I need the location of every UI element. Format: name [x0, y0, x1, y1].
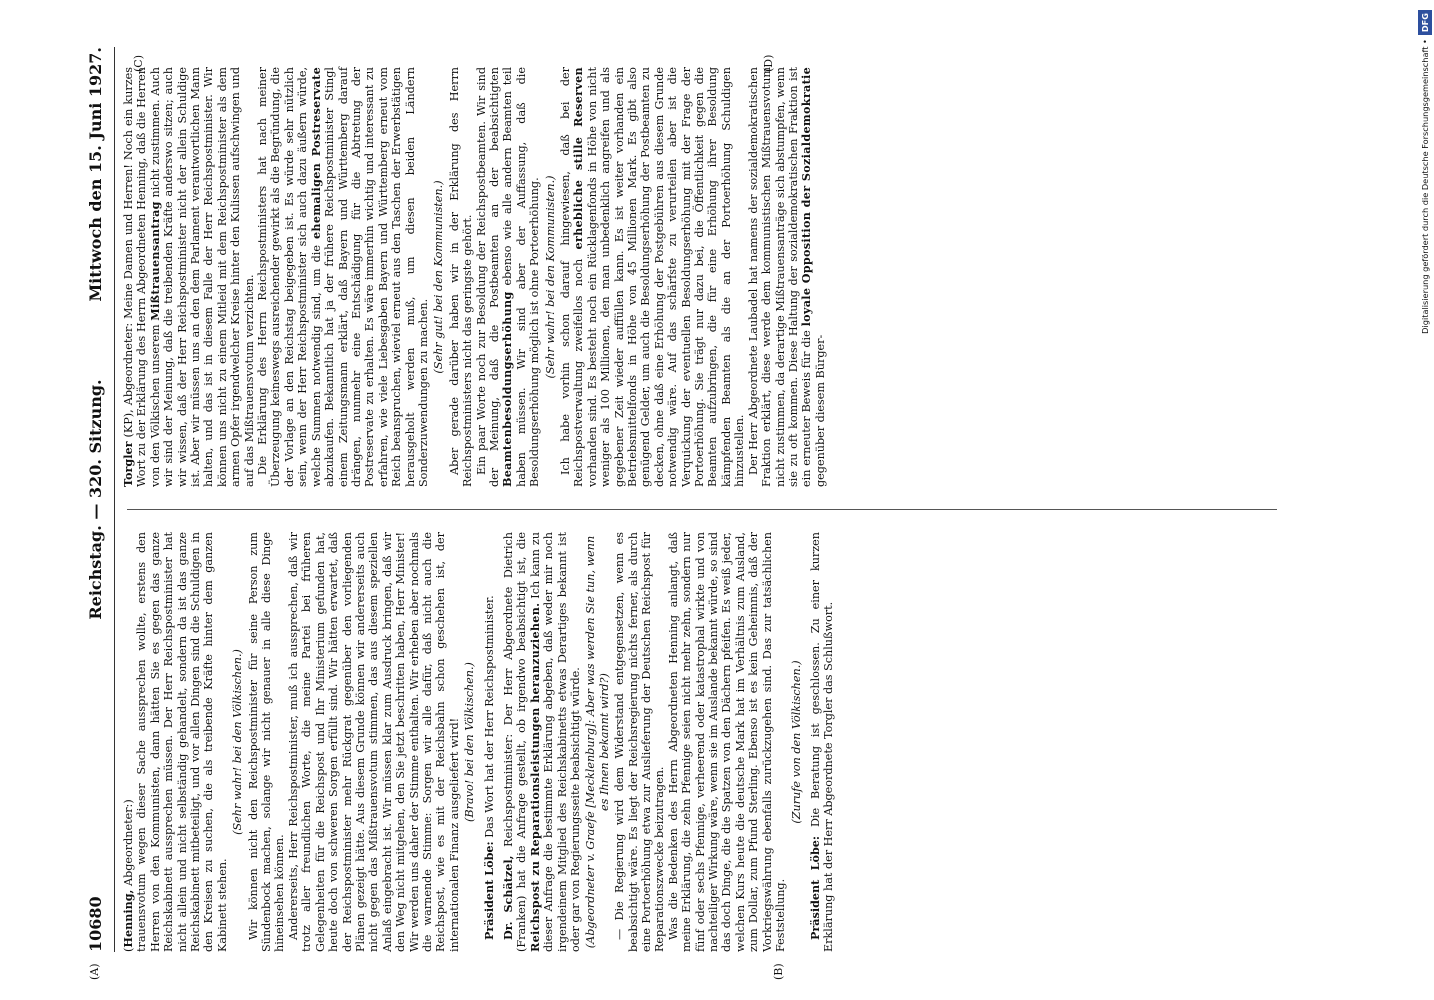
interjection: (Zurufe von den Völkischen.) — [789, 660, 803, 824]
paragraph: Aber gerade darüber haben wir in der Erklärung des Herrn Reichspostministers nicht das geringste gehört. — [447, 67, 475, 487]
margin-marker-c: (C) — [132, 55, 145, 72]
interjection: (Sehr wahr! bei den Kommunisten.) — [543, 175, 557, 379]
page-header — [82, 47, 112, 952]
paragraph — [559, 67, 747, 487]
session-date: Mittwoch den 15. Juni 1927. — [86, 47, 105, 302]
emphasis: erhebliche stille Reserven — [571, 67, 586, 250]
paragraph: trauensvotum wegen dieser Sache aussprechen wollte, erstens den Herren von den Kommunisten, dann hätten Sie es gegen das ganze Reichskabinett aussprechen müssen. Der Herr Reichspostminister hat nicht allein und nicht selbständig gehandelt, sondern da ist das ganze Reichskabinett mitbeteiligt, und vor allen Dingen sind die Schuldigen in den Kreisen zu suchen, die als treibende Kräfte hinter dem ganzen Kabinett stehen. — [135, 532, 229, 952]
margin-marker-a: (A) — [88, 963, 101, 980]
paragraph: — Die Regierung wird dem Widerstand entgegensetzen, wenn es beabsichtigt wäre. Es liegt der Reichsregierung nichts ferner, als durch eine Portoerhöhung etwa zur Auslieferung der Deutschen Reichspost für Reparationszwecke beizutragen. — [613, 532, 667, 952]
emphasis: Mißtrauensantrag — [147, 201, 162, 321]
paragraph — [747, 67, 827, 487]
margin-marker-b: (B) — [772, 963, 785, 980]
paragraph — [483, 532, 496, 952]
speaker-role: (KP), Abgeordneter: — [122, 322, 135, 438]
interjection: (Sehr gut! bei den Kommunisten.) — [432, 180, 446, 374]
emphasis: Beamtenbesoldungserhöhung — [500, 291, 515, 487]
paragraph-text: Ich kann zu dieser Anfrage die bestimmte Erklärung abgeben, daß weder mir noch irgendeinem Mitglied des Reichskabinetts etwas Derartiges bekannt ist oder gar von Regierungsseite beabsichtigt würde. — [528, 532, 582, 952]
paragraph — [809, 532, 836, 952]
paragraph-text: Die Beratung ist geschlossen. Zu einer kurzen Erklärung hat der Herr Abgeordnete Torgler das Schlußwort. — [808, 531, 836, 952]
column-divider — [127, 509, 1277, 510]
paragraph: Was die Bedenken des Herrn Abgeordneten Henning anlangt, daß meine Erklärung, die zehn Pfennige seien nicht mehr zehn, sondern nur fünf oder sechs Pfennige, verheerend oder katastrophal wirkte und von nachteiliger Wirkung wäre, wenn sie im Auslande bekannt würde, so sind das doch Dinge, die die Spatzen von den Dächern pfeifen. Es weiß jeder, welchen Kurs heute die deutsche Mark hat im Verhältnis zum Ausland, zum Dollar, zum Pfund Sterling. Ebenso ist es kein Geheimnis, daß der Vorkriegswährung ebenfalls zurückzugehen sind. Das zur tatsächlichen Feststellung. — [666, 532, 788, 952]
paragraph — [122, 67, 256, 487]
paragraph — [256, 67, 430, 487]
paragraph-text: nicht zustimmen. Auch wir sind der Meinung, daß die treibenden Kräfte anderswo sitzen; auch wir wissen, daß der Herr Reichspostminister nicht der allein Schuldige ist. Aber wir müssen uns an den dem Parlament verantwortlichen Mann halten, und das ist in diesem Falle der Herr Reichspostminister. Wir können uns nicht zu einem Mitleid mit dem Reichspostminister als dem armen Opfer irgendwelcher Kreise hinter den Kulissen aufschwingen und auf das Mißtrauensvotum verzichten. — [148, 66, 256, 487]
left-column — [122, 532, 836, 952]
paragraph-text: Die Erklärung des Herrn Reichspostministers hat nach meiner Überzeugung keineswegs ausreichender gewirkt als die Begründung, die der Vorlage an den Reichstag beigegeben ist. Es würde sehr nützlich sein, wenn der Herr Reichspostminister sich auch dazu äußern würde, welche Summen notwendig sind, um die — [256, 67, 323, 487]
interjection: (Abgeordneter v. Graefe [Mecklenburg]: Aber was werden Sie tun, wenn es Ihnen bekannt wird?) — [584, 535, 611, 949]
speaker-name: Präsident Löbe: — [807, 835, 822, 940]
margin-marker-d: (D) — [762, 54, 775, 72]
speaker-name: Dr. Schätzel, — [500, 855, 515, 940]
emphasis: ehemaligen Postreservate — [308, 67, 323, 239]
speaker-role: Abgeordneter: — [122, 803, 135, 886]
paragraph-text: abzukaufen. Bekanntlich hat ja der frühere Reichspostminister Stingl einem Zeitungsmann erklärt, daß Bayern und Württemberg darauf drängen, nunmehr eine Entschädigung für die Abtretung der Postreservate zu erhalten. Es wäre immerhin wichtig und interessant zu erfahren, wie viele Liebesgaben Bayern und Württemberg erneut vom Reich beanspruchen, wieviel erneut aus den Taschen der Erwerbstätigen herausgeholt werden muß, um diesen beiden Ländern Sonderzuwendungen zu machen. — [323, 67, 430, 487]
header-rule — [114, 47, 115, 952]
paragraph-text: gegenüber diesem Bürger- — [813, 334, 827, 487]
paragraph-text: vorhanden sind. Es besteht noch ein Rücklagenfonds in Höhe von nicht weniger als 100 Millionen, den man unbedenklich angreifen und als gegebener Zeit wieder auffüllen kann. Es ist weiter vorhanden ein Betriebsmittelfonds in Höhe von 45 Millionen Mark. Es gibt also genügend Gelder, um auch die Besoldungserhöhung der Postbeamten zu decken, ohne daß eine Erhöhung der Postgebühren aus diesem Grunde notwendig wäre. Auf das schärfste zu verurteilen aber ist die Verquickung der eventuellen Besoldungserhöhung mit der Frage der Portoerhöhung. Sie trägt nur dazu bei, die Öffentlichkeit gegen die Beamten aufzubringen, die für eine Erhöhung ihrer Besoldung kämpfenden Beamten als die an der Portoerhöhung Schuldigen hinzustellen. — [585, 67, 747, 487]
paragraph: Wir können nicht den Reichspostminister für seine Person zum Sündenbock machen, solange wir nicht genauer in alle diese Dinge hineinsehen können. — [246, 532, 287, 952]
paragraph-text: Ich habe vorhin schon darauf hingewiesen, daß bei der Reichspostverwaltung zweifellos noch — [559, 67, 586, 487]
paragraph: (Henning, Abgeordneter:) — [121, 799, 135, 952]
paragraph — [502, 532, 582, 952]
dfg-logo: DFG — [1418, 10, 1432, 35]
paragraph-text: Der Herr Abgeordnete Laubadel hat namens der sozialdemokratischen Fraktion erklärt, diese werde dem kommunistischen Mißtrauensvotum nicht zustimmen, da derartige Mißtrauensanträge sich abstumpfen, wenn sie zu oft kommen. Diese Haltung der sozialdemokratischen Fraktion ist ein erneuter Beweis für die — [746, 67, 814, 487]
emphasis: Reichspost zu Reparationsleistungen heranzuziehen. — [527, 602, 542, 952]
right-column — [122, 67, 827, 487]
speaker-name: Präsident Löbe: — [481, 841, 496, 940]
paragraph-text: Der Herr Abgeordnete Dietrich (Franken) hat die Anfrage gestellt, ob irgendwo beabsichtigt ist, die — [501, 532, 529, 952]
digitization-credit — [1418, 10, 1432, 670]
interjection: (Sehr wahr! bei den Völkischen.) — [231, 649, 245, 835]
rotated-page — [82, 47, 1292, 980]
paragraph — [475, 67, 542, 487]
paragraph-text: Ein paar Worte noch zur Besoldung der Reichspostbeamten. Wir sind der Meinung, daß die Postbeamten an der beabsichtigten — [474, 67, 501, 487]
paragraph-text: Das Wort hat der Herr Reichspostminister. — [482, 595, 496, 838]
emphasis: loyale Opposition der Sozialdemokratie — [799, 67, 814, 327]
speaker-name: Henning, — [121, 889, 135, 948]
speaker-name: Torgler — [121, 441, 135, 487]
speaker-role: Reichspostminister: — [501, 733, 515, 847]
page-title: Reichstag. — 320. Sitzung. — [86, 379, 105, 620]
page-number: 10680 — [86, 896, 105, 952]
paragraph: Andererseits, Herr Reichspostminister, muß ich aussprechen, daß wir trotz aller freundlichen Worte, die meine Partei bei früheren Gelegenheiten für die Reichspost und Ihr Ministerium gefunden hat, heute doch von schweren Sorgen erfüllt sind. Wir hätten erwartet, daß der Reichspostminister mehr Rückgrat gegenüber den vorliegenden Plänen gezeigt hätte. Aus diesem Grunde können wir andererseits auch nicht gegen das Mißtrauensvotum stimmen, das aus diesem speziellen Anlaß eingebracht ist. Wir müssen klar zum Ausdruck bringen, daß wir den Weg nicht mitgehen, den Sie jetzt beschritten haben, Herr Minister! Wir werden uns daher der Stimme enthalten. Wir erheben aber nochmals die warnende Stimme: Sorgen wir alle dafür, daß nicht auch die Reichspost, wie es mit der Reichsbahn schon geschehen ist, der internationalen Finanz ausgeliefert wird! — [286, 532, 461, 952]
credit-text: Digitalisierung gefördert durch die Deutsche Forschungsgemeinschaft • — [1420, 39, 1430, 334]
interjection: (Bravo! bei den Völkischen.) — [463, 662, 477, 822]
paragraph-text: ebenso wie alle andern Beamten teil haben müssen. Wir sind aber der Auffassung, daß die Besoldungserhöhung möglich ist ohne Portoerhöhung. — [501, 66, 542, 487]
paragraph-text: Meine Damen und Herren! Noch ein kurzes Wort zu der Erklärung des Herrn Abgeordneten Henning, daß die Herren von den Völkischen unserem — [122, 67, 162, 487]
